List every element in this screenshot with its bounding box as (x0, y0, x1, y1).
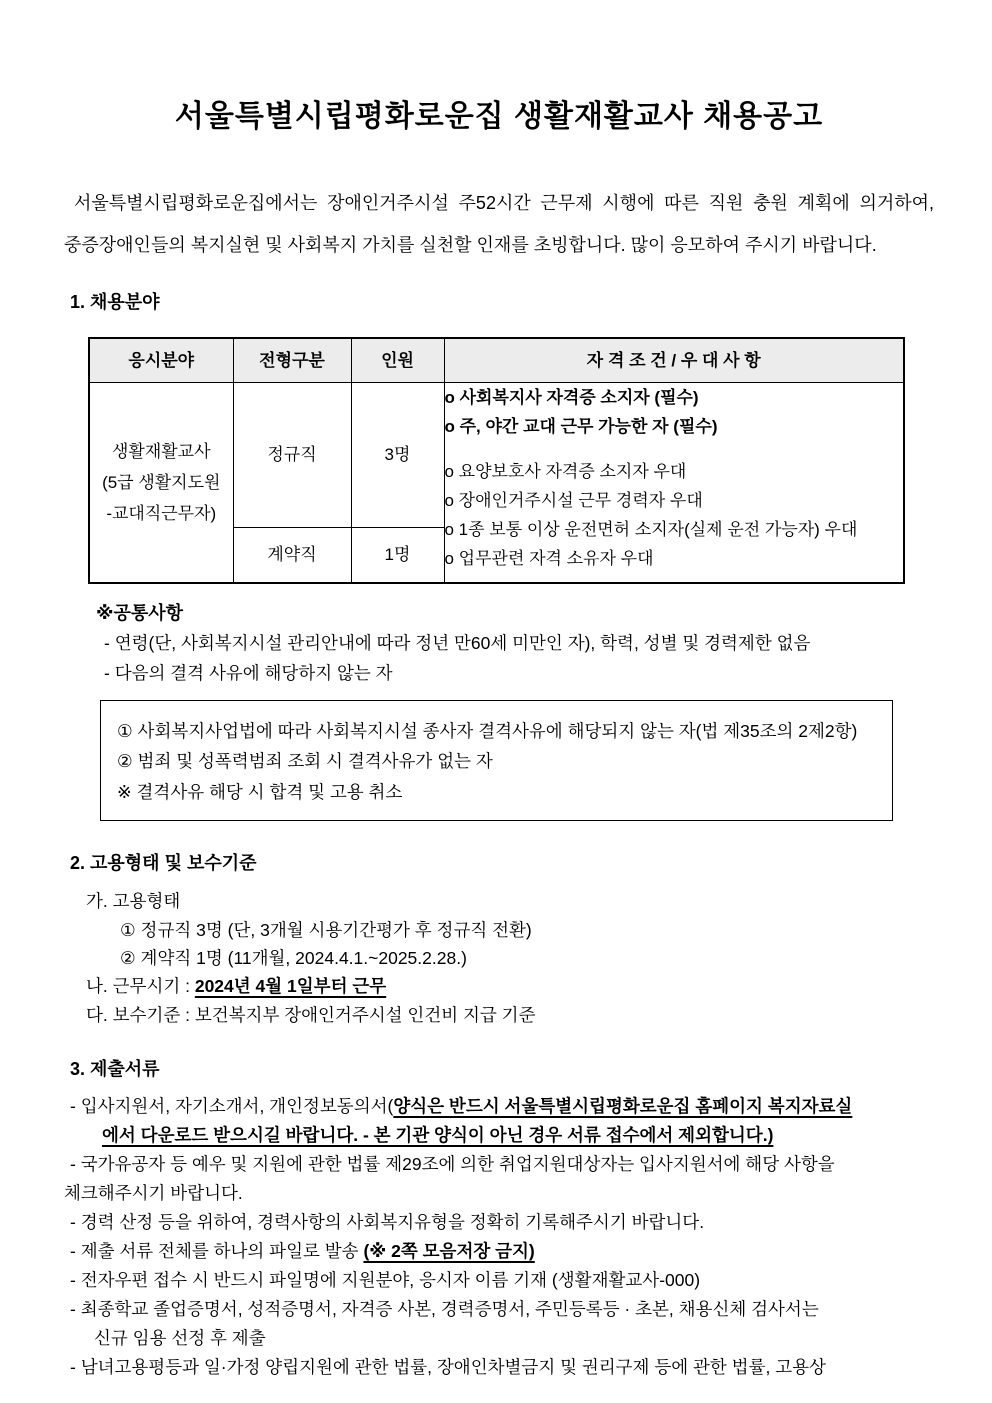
document-item-veterans: - 국가유공자 등 예우 및 지원에 관한 법률 제29조에 의한 취업지원대상자는 입사지원서에 해당 사항을 (70, 1154, 835, 1175)
document-item-forms-cont (102, 1121, 934, 1150)
qualification-preferred: o 장애인거주시설 근무 경력자 우대 (444, 490, 703, 510)
header-apply-field: 응시분야 (89, 338, 233, 383)
document-item-veterans-cont: 체크해주시기 바랍니다. (64, 1183, 243, 1204)
document-item-email: - 전자우편 접수 시 반드시 파일명에 지원분야, 응시자 이름 기재 (생활재활교사-000) (70, 1270, 701, 1291)
common-notes (96, 598, 934, 688)
forms-notice: 양식은 반드시 서울특별시립평화로운집 홈페이지 복지자료실 (393, 1095, 853, 1116)
position-line: -교대직근무자) (106, 504, 217, 524)
qualification-required: o 주, 야간 교대 근무 가능한 자 (필수) (444, 417, 718, 437)
section1-heading: 1. 채용분야 (70, 292, 160, 313)
qualification-preferred: o 요양보호사 자격증 소지자 우대 (444, 461, 687, 481)
table-row-regular (89, 383, 904, 528)
header-qualifications: 자 격 조 건 / 우 대 사 항 (444, 338, 904, 383)
work-start-label: 나. 근무시기 : (86, 976, 195, 997)
common-note-item: - 다음의 결격 사유에 해당하지 않는 자 (104, 662, 393, 683)
intro-paragraph: 서울특별시립평화로운집에서는 장애인거주시설 주52시간 근무제 시행에 따른 직원 충원 계획에 의거하여, 중증장애인들의 복지실현 및 사회복지 가치를 실천할 인재를 초빙합니다. 많이 응모하여 주시기 바랍니다. (64, 192, 934, 255)
spacer (445, 442, 904, 457)
headcount-contract: 1명 (351, 528, 444, 584)
forms-notice: 에서 다운로드 받으시길 바랍니다. - 본 기관 양식이 아닌 경우 서류 접수에서 제외합니다.) (102, 1124, 774, 1145)
common-note-item: - 연령(단, 사회복지시설 관리안내에 따라 정년 만60세 미만인 자), 학력, 성별 및 경력제한 없음 (104, 632, 811, 653)
position-line: 생활재활교사 (111, 441, 211, 461)
pay-standard-line: 다. 보수기준 : 보건복지부 장애인거주시설 인건비 지급 기준 (86, 1004, 536, 1025)
section2-heading: 2. 고용형태 및 보수기준 (70, 852, 257, 873)
employment-item: ① 정규직 3명 (단, 3개월 시용기간평가 후 정규직 전환) (120, 919, 532, 940)
disqualification-item: ② 범죄 및 성폭력범죄 조회 시 결격사유가 없는 자 (117, 751, 493, 772)
disqualification-item: ① 사회복지사업법에 따라 사회복지시설 종사자 결격사유에 해당되지 않는 자(법 제35조의 2제2항) (117, 721, 858, 742)
section3-heading: 3. 제출서류 (70, 1059, 160, 1080)
page-title: 서울특별시립평화로운집 생활재활교사 채용공고 (174, 100, 824, 133)
qualification-preferred: o 1종 보통 이상 운전면허 소지자(실제 운전 가능자) 우대 (444, 520, 858, 540)
document-item-file: - 제출 서류 전체를 하나의 파일로 발송 (※ 2쪽 모음저장 금지) (70, 1241, 535, 1262)
employment-type-subheading: 가. 고용형태 (86, 891, 181, 912)
qualifications-cell (444, 383, 904, 584)
qualification-preferred: o 업무관련 자격 소유자 우대 (444, 549, 654, 569)
document-item-career: - 경력 산정 등을 위하여, 경력사항의 사회복지유형을 정확히 기록해주시기 바랍니다. (70, 1212, 705, 1233)
document-item-law: - 남녀고용평등과 일·가정 양립지원에 관한 법률, 장애인차별금지 및 권리구제 등에 관한 법률, 고용상 (70, 1357, 826, 1378)
employment-type-contract: 계약직 (233, 528, 351, 584)
work-start-value: 2024년 4월 1일부터 근무 (194, 976, 387, 997)
file-notice: (※ 2쪽 모음저장 금지) (363, 1241, 535, 1262)
position-line: (5급 생활지도원 (102, 473, 221, 493)
document-item-certs: - 최종학교 졸업증명서, 성적증명서, 자격증 사본, 경력증명서, 주민등록등 · 초본, 채용신체 검사서는 (70, 1299, 819, 1320)
employment-type-regular: 정규직 (233, 383, 351, 528)
recruitment-table (88, 337, 905, 584)
work-start-line (86, 972, 934, 1000)
common-notes-heading: ※공통사항 (96, 603, 184, 624)
header-selection-type: 전형구분 (233, 338, 351, 383)
disqualification-box (100, 700, 893, 820)
headcount-regular: 3명 (351, 383, 444, 528)
qualification-required: o 사회복지사 자격증 소지자 (필수) (444, 388, 699, 408)
employment-item: ② 계약직 1명 (11개월, 2024.4.1.~2025.2.28.) (120, 948, 467, 969)
document-item-certs-cont: 신규 임용 선정 후 제출 (94, 1328, 266, 1349)
position-cell (89, 383, 233, 584)
table-header-row (89, 338, 904, 383)
header-headcount: 인원 (351, 338, 444, 383)
document-item-forms: - 입사지원서, 자기소개서, 개인정보동의서(양식은 반드시 서울특별시립평화로운집 홈페이지 복지자료실 (70, 1095, 853, 1116)
disqualification-item: ※ 결격사유 해당 시 합격 및 고용 취소 (117, 781, 403, 802)
